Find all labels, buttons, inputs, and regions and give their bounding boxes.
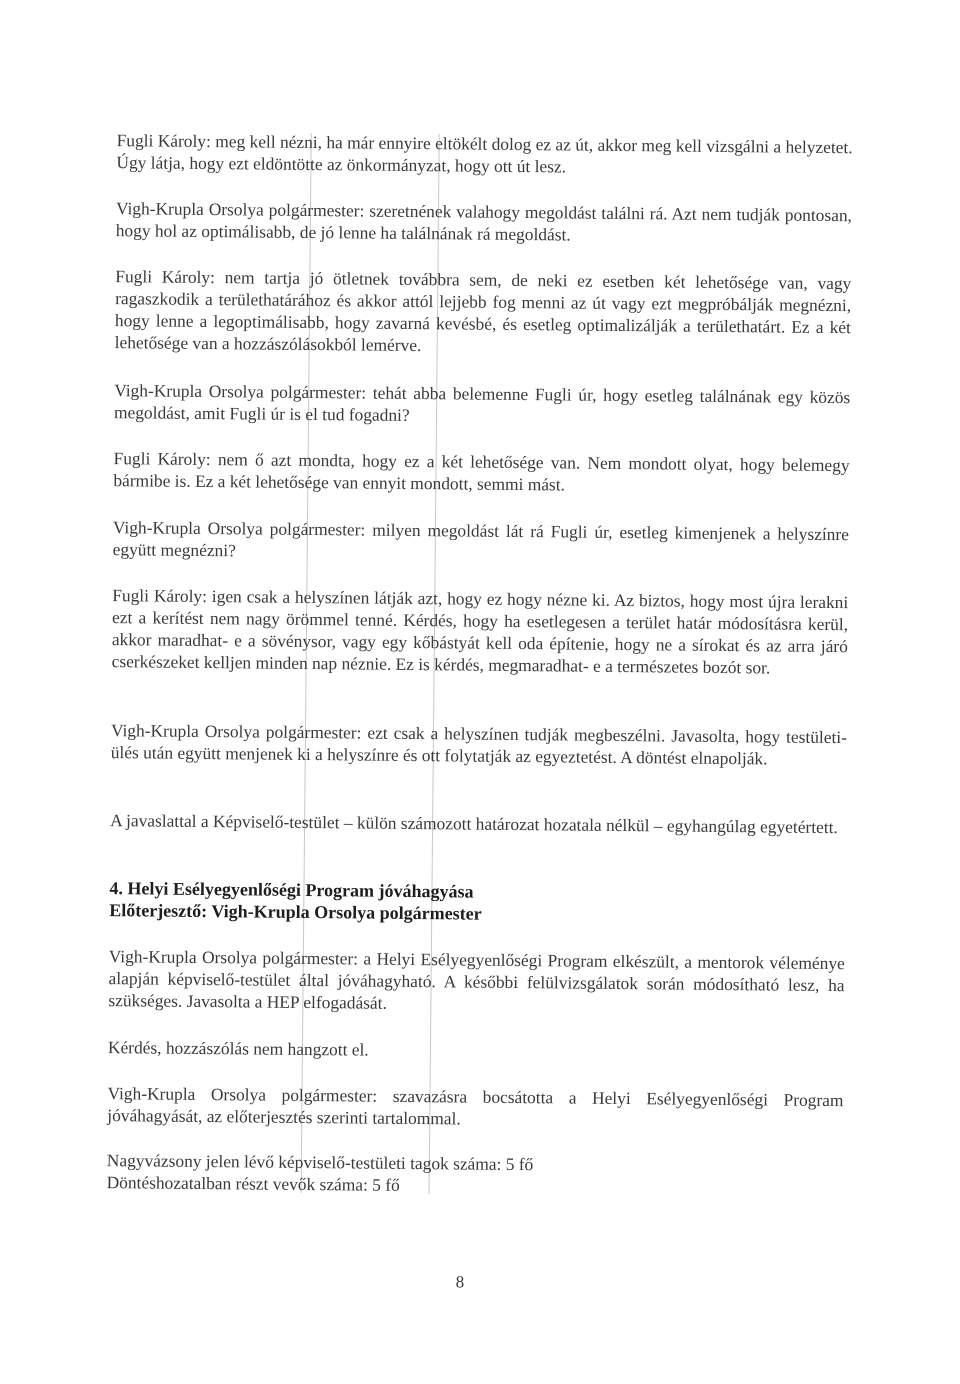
page-number: 8 bbox=[455, 1272, 465, 1292]
paragraph: Vigh-Krupla Orsolya polgármester: szavazásra bocsátotta a Helyi Esélyegyenlőségi Program jóváhagyását, az előterjesztés szerinti tartalommal. bbox=[107, 1083, 844, 1129]
paragraph: Vigh-Krupla Orsolya polgármester: tehát abba belemenne Fugli úr, hogy esetleg találnának egy közös megoldást, amit Fugli úr is el tud fogadni? bbox=[113, 380, 851, 425]
paragraph: Vigh-Krupla Orsolya polgármester: milyen megoldást lát rá Fugli úr, esetleg kimenjenek a helyszínre együtt megnézni? bbox=[112, 517, 850, 561]
paragraph: Fugli Károly: meg kell nézni, ha már ennyire eltökélt dolog ez az út, akkor meg kell vizsgálni a helyzetet. Úgy látja, hogy ezt eldöntötte az önkormányzat, hogy ott út lesz. bbox=[116, 130, 853, 177]
paragraph: A javaslattal a Képviselő-testület – külön számozott határozat hozatala nélkül – egyhangúlag egyetértett. bbox=[110, 810, 838, 838]
paragraph: Kérdés, hozzászólás nem hangzott el. bbox=[107, 1037, 369, 1060]
agenda-presenter: Előterjesztő: Vigh-Krupla Orsolya polgármester bbox=[109, 900, 482, 924]
paragraph: Vigh-Krupla Orsolya polgármester: szeretnének valahogy megoldást találni rá. Azt nem tudják pontosan, hogy hol az optimálisabb, de jó lenne ha találnának rá megoldást. bbox=[115, 198, 853, 245]
paragraph: Fugli Károly: nem ő azt mondta, hogy ez a két lehetősége van. Nem mondott olyat, hogy belemegy bármibe is. Ez a két lehetősége van ennyit mondott, semmi mást. bbox=[113, 448, 850, 495]
paragraph: Vigh-Krupla Orsolya polgármester: a Helyi Esélyegyenlőségi Program elkészült, a mentorok véleménye alapján képviselő-testület által jóváhagyható. A későbbi felülvizsgálatok során módosítható lesz, ha szükséges. Javasolta a HEP elfogadását. bbox=[108, 946, 845, 1013]
paragraph: Vigh-Krupla Orsolya polgármester: ezt csak a helyszínen tudják megbeszélni. Javasolta, hogy testületi-ülés után együtt menjenek ki a helyszínre és ott folytatják az egyeztetést. A döntést elnapolják. bbox=[110, 720, 848, 769]
vote-present: Nagyvázsony jelen lévő képviselő-testületi tagok száma: 5 fő bbox=[106, 1150, 534, 1175]
paragraph: Fugli Károly: igen csak a helyszínen látják azt, hogy ez hogy nézne ki. Az biztos, hogy most újra lerakni ezt a kerítést nem nagy örömmel tenné. Kérdés, hogy ha esetlegesen a terület határ módosításra kerül, akkor maradhat- e a sövénysor, vagy egy kőbástyát kell oda építenie, hogy ne a sírokat és az arra járó cserkészeket kelljen minden nap néznie. Ez is kérdés, megmaradhat- e a természetes bozót sor. bbox=[111, 585, 849, 678]
paragraph: Fugli Károly: nem tartja jó ötletnek továbbra sem, de neki ez esetben két lehetősége van, vagy ragaszkodik a területhatárához és akkor attól lejjebb fog menni az út vagy ezt megpróbálják megnézni, hogy lenne a legoptimálisabb, hogy zavarná kevésbé, és esetleg optimalizálják a területhatárt. Ez a két lehetősége van a hozzászólásokból lemérve. bbox=[114, 266, 852, 356]
vote-voting: Döntéshozatalban részt vevők száma: 5 fő bbox=[106, 1172, 400, 1195]
agenda-title: 4. Helyi Esélyegyenlőségi Program jóváhagyása bbox=[109, 878, 474, 902]
